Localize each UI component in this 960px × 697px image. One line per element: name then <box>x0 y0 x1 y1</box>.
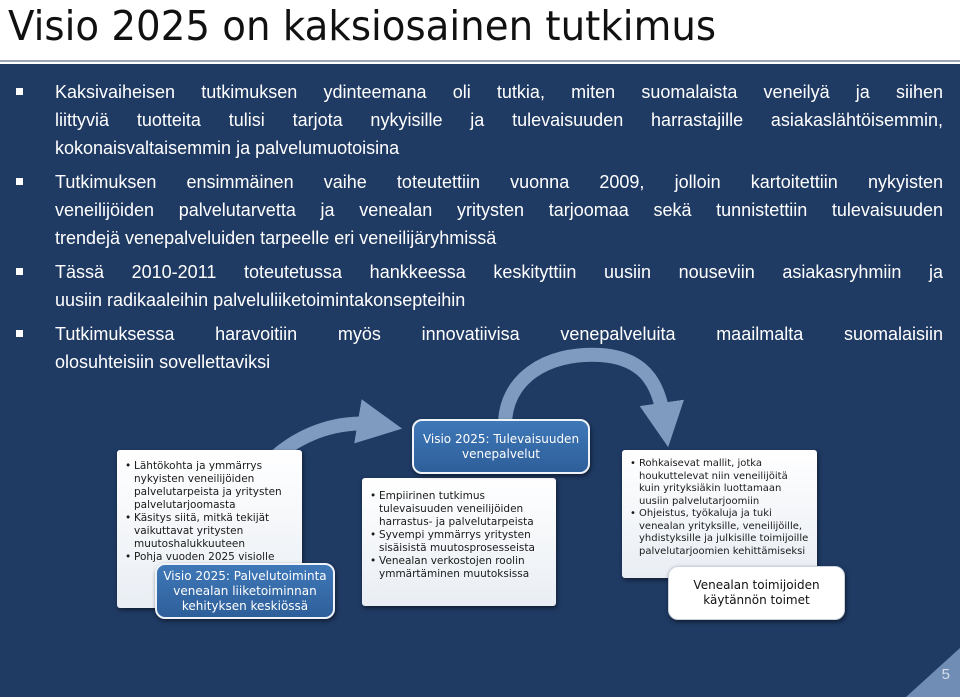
bullet-line: liittyviä tuotteita tulisi tarjota nykyisille ja tulevaisuuden harrastajille asiakaslähtöisemmin, <box>55 110 943 130</box>
card-item: • Venealan verkostojen roolin ymmärtäminen muutoksissa <box>370 555 548 581</box>
middle-info-card <box>362 478 556 606</box>
bullet-line: olosuhteisiin sovellettaviksi <box>55 352 271 372</box>
bullet-line: Tässä 2010-2011 toteutetussa hankkeessa keskityttiin uusiin nouseviin asiakasryhmiin ja <box>55 262 943 282</box>
card-item: • Pohja vuoden 2025 visiolle <box>125 551 294 564</box>
bullet-line: uusiin radikaaleihin palveluliiketoimintakonsepteihin <box>55 290 466 310</box>
curved-arrow-top <box>505 355 665 425</box>
card-item: • Ohjeistus, työkaluja ja tuki venealan yrityksille, veneilijöille, yhdistyksille ja julkisille toimijoille palvelutarjoomien kehittämiseksi <box>630 508 809 558</box>
bullet-line: Tutkimuksessa haravoitiin myös innovatiivisa venepalveluita maailmalta suomalaisiin <box>55 324 943 344</box>
middle-stage-label: Visio 2025: Tulevaisuuden venepalvelut <box>412 419 590 474</box>
bullet-line: trendejä venepalveluiden tarpeelle eri veneilijäryhmissä <box>55 228 497 248</box>
page-number: 5 <box>941 666 950 683</box>
card-item: • Syvempi ymmärrys yritysten sisäisistä muutosprosesseista <box>370 529 548 555</box>
card-item: • Empiirinen tutkimus tulevaisuuden veneilijöiden harrastus- ja palvelutarpeista <box>370 490 548 529</box>
card-item: • Rohkaisevat mallit, jotka houkuttelevat niin veneilijöitä kuin yrityksiäkin luottamaan uusiin palvelutarjoomiin <box>630 458 809 508</box>
left-stage-label: Visio 2025: Palvelutoiminta venealan liiketoiminnan kehityksen keskiössä <box>155 563 335 619</box>
right-info-card <box>622 450 817 578</box>
card-item: • Käsitys siitä, mitkä tekijät vaikuttavat yritysten muutoshalukkuuteen <box>125 512 294 551</box>
card-item: • Lähtökohta ja ymmärrys nykyisten veneilijöiden palvelutarpeista ja yritysten palvelutarjoomasta <box>125 460 294 512</box>
bullet-line: veneilijöiden palvelutarvetta ja venealan yritysten tarjoomaa sekä tunnistettiin tulevaisuuden <box>55 200 943 220</box>
bullet-line: Tutkimuksen ensimmäinen vaihe toteutettiin vuonna 2009, jolloin kartoitettiin nykyisten <box>55 172 943 192</box>
slide-title: Visio 2025 on kaksiosainen tutkimus <box>8 2 717 50</box>
right-stage-label: Venealan toimijoiden käytännön toimet <box>668 566 845 620</box>
bullet-line: kokonaisvaltaisemmin ja palvelumuotoisina <box>55 138 400 158</box>
bullet-line: Kaksivaiheisen tutkimuksen ydinteemana oli tutkia, miten suomalaista veneilyä ja siihen <box>55 82 943 102</box>
